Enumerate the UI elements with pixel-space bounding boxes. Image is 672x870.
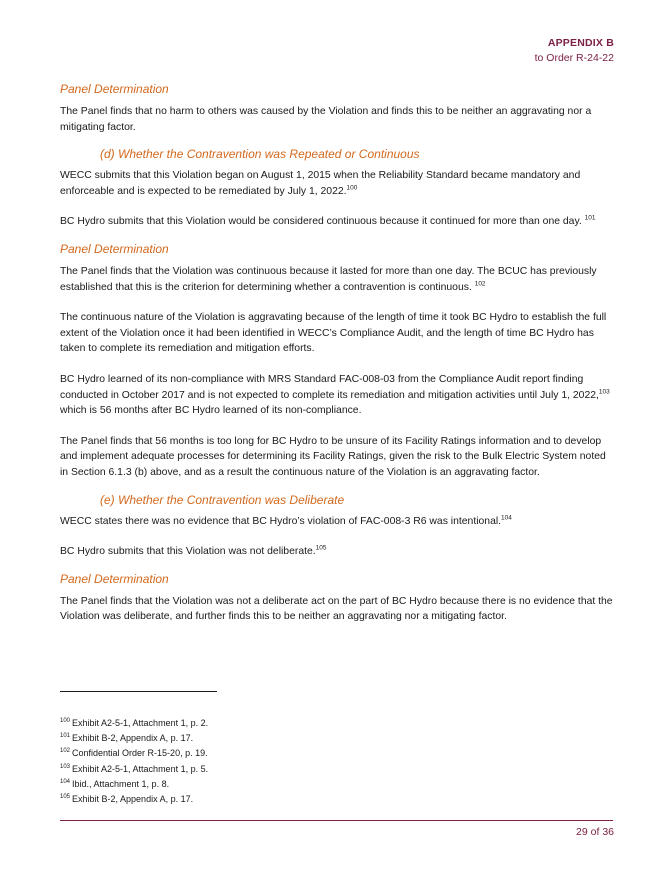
- footnote: $^{105}$ Exhibit B-2, Appendix A, p. 17.: [60, 794, 194, 805]
- paragraph: The continuous nature of the Violation is aggravating because of the length of time it took BC Hydro to establish the full extent of the Violation once it had been identified in WECC’s Compliance Audit, and the length of time BC Hydro has taken to complete its remediation and mitigation efforts.: [60, 312, 607, 355]
- paragraph: The Panel finds that no harm to others was caused by the Violation and finds this to be neither an aggravating nor a mitigating factor.: [60, 106, 592, 133]
- paragraph: BC Hydro submits that this Violation would be considered continuous because it continued for more than one day. $^{101}$: [60, 214, 596, 228]
- footnote-ref[interactable]: 101: [584, 214, 596, 222]
- panel-determination-heading: Panel Determination: [60, 241, 169, 256]
- footnote-ref[interactable]: 102: [474, 280, 486, 288]
- footnote-ref[interactable]: 103: [598, 388, 610, 396]
- footnote: $^{102}$ Confidential Order R-15-20, p. 19.: [60, 748, 208, 759]
- footnote-divider: [60, 691, 217, 692]
- footnote-ref[interactable]: 105: [315, 544, 327, 552]
- panel-determination-heading: Panel Determination: [60, 571, 169, 586]
- paragraph: WECC submits that this Violation began on August 1, 2015 when the Reliability Standard became mandatory and enforceable and is expected to be remediated by July 1, 2022.$^{100}$: [60, 170, 581, 197]
- panel-determination-heading: Panel Determination: [60, 82, 169, 96]
- section-d-heading: (d) Whether the Contravention was Repeated or Continuous: [100, 147, 420, 162]
- paragraph: BC Hydro submits that this Violation was not deliberate.$^{105}$: [60, 544, 327, 558]
- paragraph: The Panel finds that 56 months is too long for BC Hydro to be unsure of its Facility Ratings information and to develop and implement adequate processes for determining its Facility Ratings, given the risk to the Bulk Electric System noted in Section 6.1.3 (b) above, and as a result the continuous nature of the Violation is an aggravating factor.: [60, 435, 606, 478]
- order-reference: to Order R-24-22: [534, 52, 614, 64]
- body-content: [60, 82, 616, 640]
- footnote-ref[interactable]: 100: [346, 184, 358, 192]
- appendix-label: APPENDIX B: [547, 37, 614, 49]
- paragraph: BC Hydro learned of its non-compliance with MRS Standard FAC-008-03 from the Compliance Audit report finding conducted in October 2017 and is not expected to complete its remediation and mitigation activities until July 1, 2022,$^{103}$ which is 56 months after BC Hydro learned of its non-compliance.: [60, 373, 610, 417]
- paragraph: The Panel finds that the Violation was continuous because it lasted for more than one day. The BCUC has previously established that this is the criterion for determining whether a contravention is continuous. $^{102}$: [60, 265, 597, 293]
- footnote: $^{104}$ Ibid., Attachment 1, p. 8.: [60, 778, 170, 789]
- footnote: $^{100}$ Exhibit A2-5-1, Attachment 1, p. 2.: [60, 718, 209, 728]
- footnote: $^{103}$ Exhibit A2-5-1, Attachment 1, p. 5.: [60, 763, 209, 774]
- footnote-ref[interactable]: 104: [501, 514, 512, 522]
- page-number: 29 of 36: [576, 826, 614, 838]
- section-e-heading: (e) Whether the Contravention was Deliberate: [100, 492, 345, 507]
- paragraph: The Panel finds that the Violation was not a deliberate act on the part of BC Hydro because there is no evidence that the Violation was deliberate, and further finds this to be neither an aggravating nor a mitigating factor.: [60, 595, 613, 623]
- footer-divider: [60, 820, 613, 821]
- footnotes: [60, 716, 208, 807]
- footnote: $^{101}$ Exhibit B-2, Appendix A, p. 17.: [60, 733, 194, 744]
- page-header: [535, 36, 614, 66]
- paragraph: WECC states there was no evidence that BC Hydro’s violation of FAC-008-3 R6 was intentional.$^{104}$: [60, 514, 512, 527]
